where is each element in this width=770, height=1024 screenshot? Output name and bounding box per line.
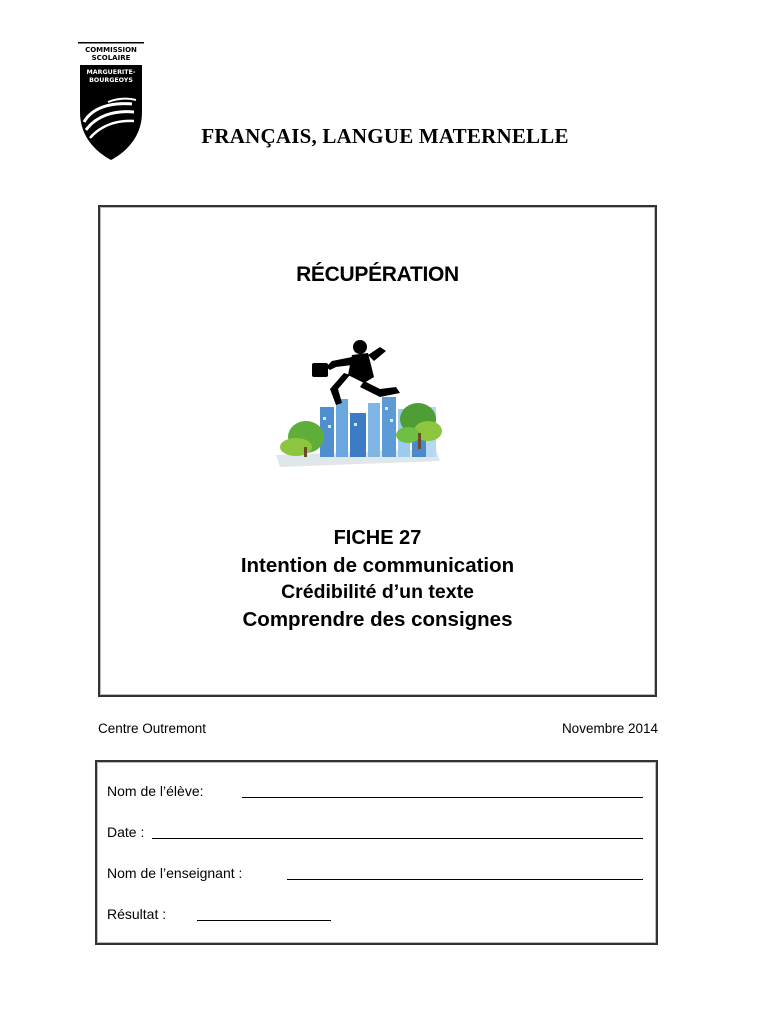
logo-text-line1: COMMISSION xyxy=(85,46,137,54)
student-name-field[interactable] xyxy=(242,797,643,798)
centre-name: Centre Outremont xyxy=(98,721,207,736)
date-label: Date : xyxy=(107,824,145,840)
recuperation-heading: RÉCUPÉRATION xyxy=(296,263,459,286)
result-field[interactable] xyxy=(197,920,331,921)
teacher-name-label: Nom de l’enseignant : xyxy=(107,865,243,881)
leaping-businessman-illustration xyxy=(268,337,458,477)
logo-text-line3: MARGUERITE- xyxy=(86,69,136,76)
fiche-block xyxy=(100,525,655,633)
result-label: Résultat : xyxy=(107,906,167,922)
student-info-box xyxy=(95,760,658,945)
topic-text-credibility: Crédibilité d’un texte xyxy=(281,581,474,603)
document-date: Novembre 2014 xyxy=(561,721,658,736)
fiche-number: FICHE 27 xyxy=(333,527,422,549)
topic-communication-intent: Intention de communication xyxy=(240,554,515,577)
document-title: FRANÇAIS, LANGUE MATERNELLE xyxy=(201,124,569,148)
teacher-name-field[interactable] xyxy=(287,879,643,880)
cover-box xyxy=(98,205,657,697)
logo-text-line4: BOURGEOYS xyxy=(89,77,133,84)
topic-understanding-instructions: Comprendre des consignes xyxy=(242,608,513,631)
date-field[interactable] xyxy=(152,838,643,839)
logo-text-line2: SCOLAIRE xyxy=(91,54,131,62)
student-name-label: Nom de l’élève: xyxy=(107,783,204,799)
